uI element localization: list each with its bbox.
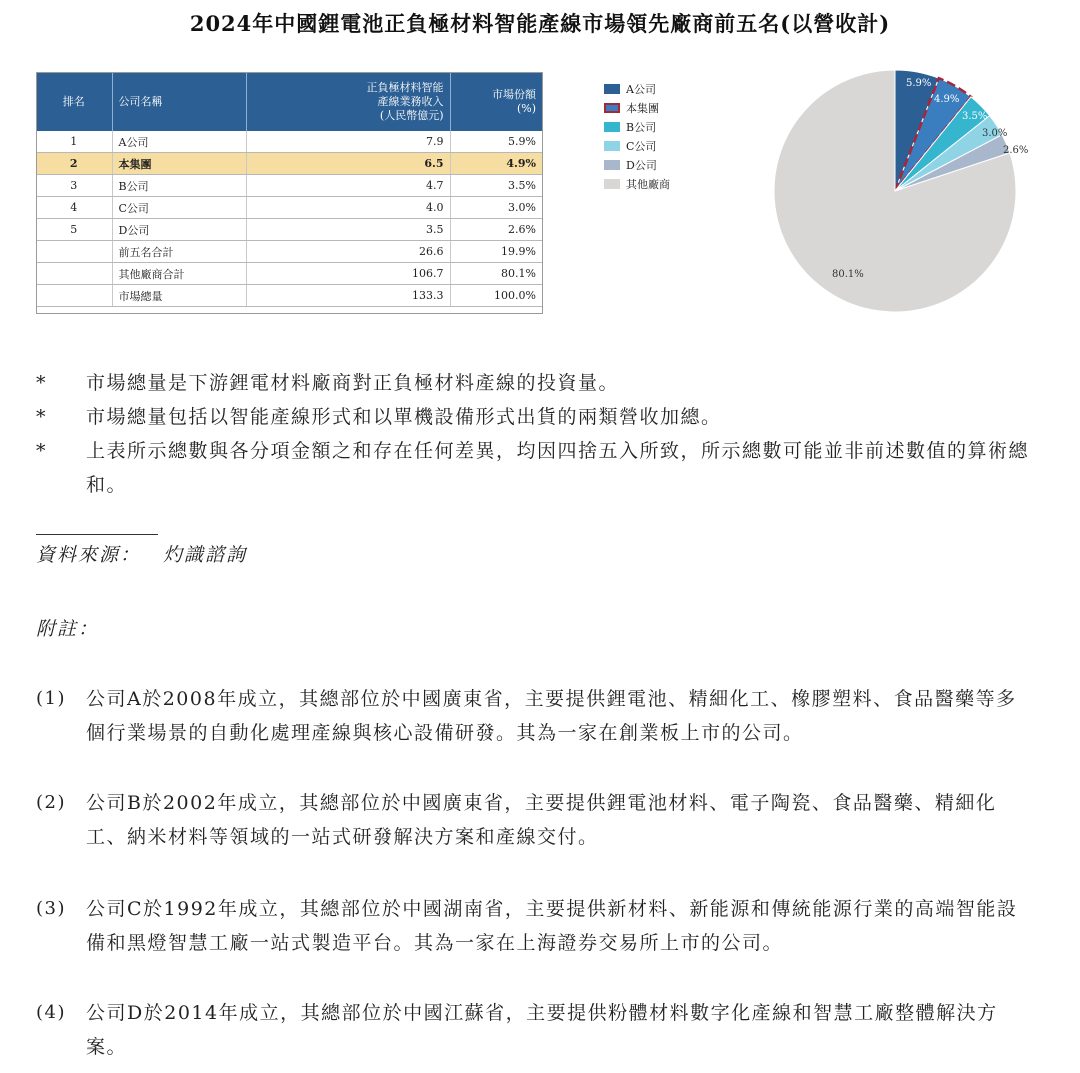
note-1 (36, 366, 1036, 400)
chart-legend (604, 79, 670, 193)
legend-label: 本集團 (626, 101, 659, 115)
cell-company: D公司 (112, 219, 246, 241)
table-row (36, 241, 542, 263)
note-3 (36, 434, 1036, 502)
table-row (36, 219, 542, 241)
cell-company: B公司 (112, 175, 246, 197)
divider (36, 534, 158, 535)
header-revenue: 正負極材料智能 產線業務收入 (人民幣億元) (246, 72, 450, 131)
market-share-table (36, 72, 542, 307)
footnote-text: 公司A於2008年成立，其總部位於中國廣東省，主要提供鋰電池、精細化工、橡膠塑料、食品醫藥等多個行業場景的自動化處理產線與核心設備研發。其為一家在創業板上市的公司。 (86, 688, 1017, 744)
cell-rank (36, 285, 112, 307)
source-label: 資料來源： (36, 544, 142, 566)
cell-rank: 4 (36, 197, 112, 219)
footnotes-heading: 附註： (36, 618, 100, 640)
table-row (36, 153, 542, 175)
pie-data-label: 3.0% (982, 128, 1008, 139)
pie-data-label: 4.9% (934, 94, 960, 105)
cell-revenue: 7.9 (246, 131, 450, 153)
cell-revenue: 26.6 (246, 241, 450, 263)
cell-rank (36, 241, 112, 263)
cell-company: 市場總量 (112, 285, 246, 307)
source-value: 灼識諮詢 (163, 544, 248, 566)
cell-revenue: 4.7 (246, 175, 450, 197)
footnote-marker: (2) (36, 792, 66, 813)
legend-label: C公司 (626, 139, 657, 153)
cell-company: 本集團 (112, 153, 246, 175)
pie-data-label: 80.1% (832, 269, 864, 280)
cell-share: 4.9% (450, 153, 542, 175)
note-text: 市場總量是下游鋰電材料廠商對正負極材料產線的投資量。 (86, 372, 620, 394)
legend-item (604, 79, 670, 98)
legend-swatch (604, 103, 620, 113)
footnote-2 (36, 786, 1036, 854)
cell-company: 前五名合計 (112, 241, 246, 263)
footnote-text: 公司B於2002年成立，其總部位於中國廣東省，主要提供鋰電池材料、電子陶瓷、食品醫藥、精細化工、納米材料等領域的一站式研發解決方案和產線交付。 (86, 792, 997, 848)
cell-share: 19.9% (450, 241, 542, 263)
footnote-marker: (1) (36, 688, 66, 709)
cell-revenue: 133.3 (246, 285, 450, 307)
footnote-marker: (3) (36, 898, 66, 919)
cell-share: 3.5% (450, 175, 542, 197)
footnote-3 (36, 892, 1036, 960)
table-row (36, 197, 542, 219)
legend-label: A公司 (626, 82, 656, 96)
note-text: 上表所示總數與各分項金額之和存在任何差異，均因四捨五入所致，所示總數可能並非前述數值的算術總和。 (86, 440, 1030, 496)
cell-share: 100.0% (450, 285, 542, 307)
footnote-marker: (4) (36, 1002, 66, 1023)
header-company: 公司名稱 (112, 72, 246, 131)
table-row (36, 263, 542, 285)
table-row (36, 131, 542, 153)
legend-item (604, 117, 670, 136)
footnote-text: 公司D於2014年成立，其總部位於中國江蘇省，主要提供粉體材料數字化產線和智慧工廠整體解決方案。 (86, 1002, 998, 1058)
legend-item (604, 174, 670, 193)
legend-label: 其他廠商 (626, 177, 670, 191)
cell-rank: 5 (36, 219, 112, 241)
legend-label: B公司 (626, 120, 657, 134)
legend-label: D公司 (626, 158, 657, 172)
page-title: 2024年中國鋰電池正負極材料智能產線市場領先廠商前五名(以營收計) (189, 11, 891, 36)
legend-swatch (604, 122, 620, 132)
cell-rank (36, 263, 112, 285)
table-header-row (36, 72, 542, 131)
cell-share: 5.9% (450, 131, 542, 153)
table-row (36, 285, 542, 307)
note-marker: * (36, 440, 47, 462)
note-marker: * (36, 372, 47, 394)
legend-item (604, 98, 670, 117)
note-text: 市場總量包括以智能產線形式和以單機設備形式出貨的兩類營收加總。 (86, 406, 722, 428)
cell-revenue: 4.0 (246, 197, 450, 219)
cell-share: 3.0% (450, 197, 542, 219)
cell-company: 其他廠商合計 (112, 263, 246, 285)
legend-swatch (604, 160, 620, 170)
cell-revenue: 106.7 (246, 263, 450, 285)
pie-data-label: 5.9% (906, 78, 932, 89)
cell-revenue: 6.5 (246, 153, 450, 175)
source-line (36, 540, 247, 567)
legend-item (604, 136, 670, 155)
header-rank: 排名 (36, 72, 112, 131)
cell-rank: 3 (36, 175, 112, 197)
footnote-text: 公司C於1992年成立，其總部位於中國湖南省，主要提供新材料、新能源和傳統能源行業的高端智能設備和黑燈智慧工廠一站式製造平台。其為一家在上海證券交易所上市的公司。 (86, 898, 1018, 954)
legend-swatch (604, 84, 620, 94)
pie-data-label: 3.5% (962, 111, 988, 122)
cell-company: A公司 (112, 131, 246, 153)
footnote-4 (36, 996, 1036, 1064)
pie-data-label: 2.6% (1003, 145, 1029, 156)
cell-share: 2.6% (450, 219, 542, 241)
note-marker: * (36, 406, 47, 428)
legend-swatch (604, 179, 620, 189)
legend-swatch (604, 141, 620, 151)
note-2 (36, 400, 1036, 434)
table-row (36, 175, 542, 197)
pie-chart (770, 66, 1030, 322)
cell-share: 80.1% (450, 263, 542, 285)
cell-company: C公司 (112, 197, 246, 219)
header-share: 市場份額 (%) (450, 72, 542, 131)
cell-rank: 1 (36, 131, 112, 153)
legend-item (604, 155, 670, 174)
cell-rank: 2 (36, 153, 112, 175)
footnote-1 (36, 682, 1036, 750)
cell-revenue: 3.5 (246, 219, 450, 241)
